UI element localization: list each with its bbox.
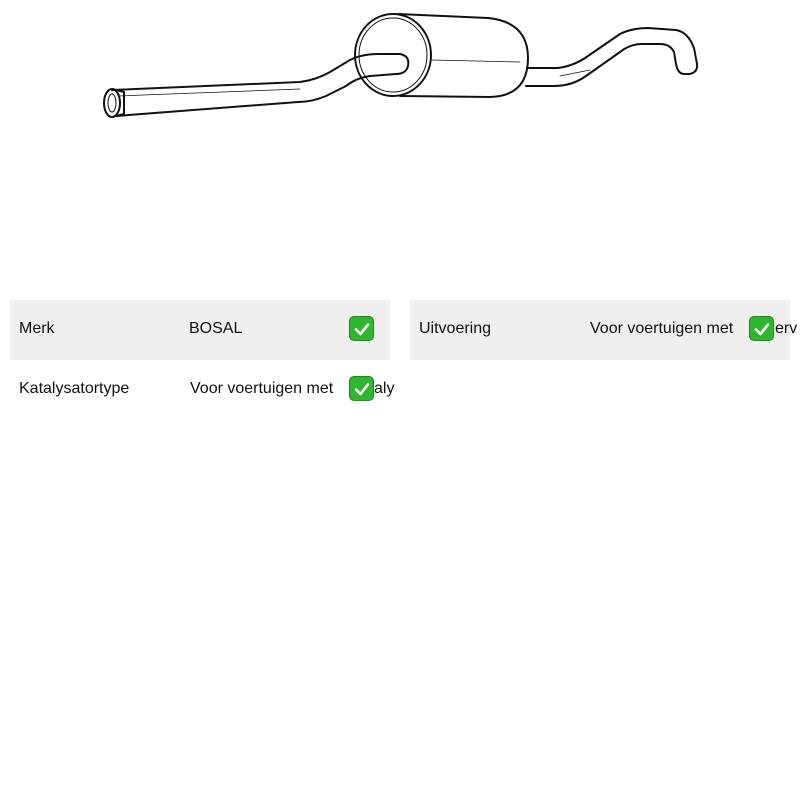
spec-label: Uitvoering [419, 320, 492, 337]
spec-label: Merk [19, 320, 55, 337]
spec-label: Katalysatortype [19, 380, 130, 397]
spec-row-katalysatortype [10, 360, 395, 420]
spec-row-merk [10, 300, 390, 360]
spec-value-overflow: aly [374, 380, 395, 397]
spec-value: BOSAL [189, 320, 243, 337]
spec-row-uitvoering [410, 300, 798, 360]
check-icon [349, 376, 374, 401]
check-icon [749, 316, 774, 341]
exhaust-silencer-drawing [0, 0, 800, 140]
product-image [0, 0, 800, 140]
spec-value-overflow: erv [775, 320, 798, 337]
check-icon [349, 316, 374, 341]
spec-value: Voor voertuigen met [590, 320, 734, 337]
spec-value: Voor voertuigen met [190, 380, 334, 397]
